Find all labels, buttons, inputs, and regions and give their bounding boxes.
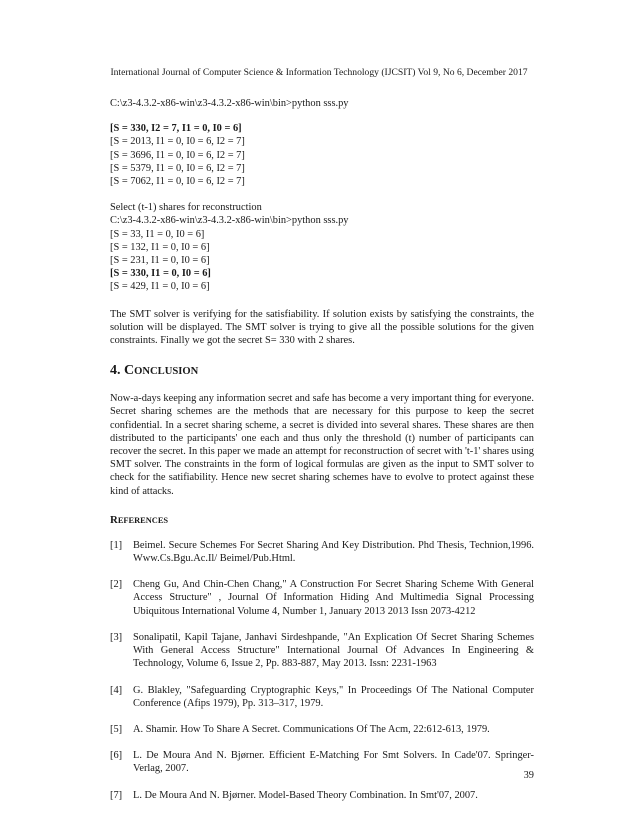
reference-text: A. Shamir. How To Share A Secret. Communications Of The Acm, 22:612-613, 1979. xyxy=(133,723,490,735)
reference-number: [2] xyxy=(110,579,123,591)
output-line: [S = 330, I2 = 7, I1 = 0, I0 = 6] xyxy=(110,123,242,135)
reference-number: [5] xyxy=(110,723,123,735)
reference-list xyxy=(110,539,534,802)
reference-item xyxy=(110,578,534,618)
reference-text: L. De Moura And N. Bjørner. Model-Based Theory Combination. In Smt'07, 2007. xyxy=(133,789,478,801)
reference-text: Beimel. Secure Schemes For Secret Sharing And Key Distribution. Phd Thesis, Technion,1996. Www.Cs.Bgu.Ac.Il/ Beimel/Pub.Html. xyxy=(133,539,534,565)
references-heading-rest: EFERENCES xyxy=(117,515,169,525)
reference-number: [3] xyxy=(110,631,123,643)
section-heading-rest: ONCLUSION xyxy=(134,366,199,378)
output-line: [S = 231, I1 = 0, I0 = 6] xyxy=(110,255,210,267)
output-line: [S = 5379, I1 = 0, I0 = 6, I2 = 7] xyxy=(110,162,245,174)
output-line: [S = 132, I1 = 0, I0 = 6] xyxy=(110,241,210,253)
output-line: [S = 429, I1 = 0, I0 = 6] xyxy=(110,281,210,293)
output-line: [S = 7062, I1 = 0, I0 = 6, I2 = 7] xyxy=(110,176,245,188)
solver-output-1 xyxy=(110,122,534,188)
output-line: [S = 3696, I1 = 0, I0 = 6, I2 = 7] xyxy=(110,149,245,161)
reference-text: Cheng Gu, And Chin-Chen Chang," A Construction For Secret Sharing Scheme With General Access Structure" , Journal Of Information Hiding And Multimedia Signal Processing Ubiquitous International Volume 4, Number 1, January 2013 2013 Issn 2073-4212 xyxy=(133,579,534,617)
select-shares-line: Select (t-1) shares for reconstruction xyxy=(110,202,262,214)
output-line: [S = 330, I1 = 0, I0 = 6] xyxy=(110,268,211,280)
section-heading-conclusion xyxy=(110,363,534,380)
command-line-2: C:\z3-4.3.2-x86-win\z3-4.3.2-x86-win\bin>python sss.py xyxy=(110,215,349,227)
reference-text: L. De Moura And N. Bjørner. Efficient E-Matching For Smt Solvers. In Cade'07. Springer-Verlag, 2007. xyxy=(133,750,534,775)
reference-item xyxy=(110,631,534,671)
references-heading xyxy=(110,514,534,527)
conclusion-text: Now-a-days keeping any information secret and safe has become a very important thing for everyone. Secret sharing schemes are the methods that are necessary for this purpose to keep the secret confidential. In a secret sharing scheme, a secret is divided into several shares. These shares are then distributed to the participants' one each and thus only the threshold (t) number of participants can recover the secret. In this paper we made an attempt for reconstruction of secret with 't-1' shares using SMT solver. The constraints in the form of logical formulas are given as the input to SMT solver to check for the satifiability. Hence new secret sharing schemes have to evolve to protect against these kind of attacks. xyxy=(110,393,534,497)
output-line: [S = 33, I1 = 0, I0 = 6] xyxy=(110,228,205,240)
reference-number: [1] xyxy=(110,539,123,551)
reference-item xyxy=(110,723,534,736)
reference-item xyxy=(110,789,534,802)
reference-number: [7] xyxy=(110,789,123,801)
page-number: 39 xyxy=(523,770,534,781)
reference-item xyxy=(110,539,534,565)
reference-number: [6] xyxy=(110,750,123,762)
reference-item xyxy=(110,749,534,775)
journal-header: International Journal of Computer Science & Information Technology (IJCSIT) Vol 9, No 6, December 2017 xyxy=(110,67,528,78)
solver-output-2 xyxy=(110,228,534,294)
command-line-1: C:\z3-4.3.2-x86-win\z3-4.3.2-x86-win\bin>python sss.py xyxy=(110,98,349,109)
section-number: 4. C xyxy=(110,363,135,379)
reference-text: G. Blakley, "Safeguarding Cryptographic Keys," In Proceedings Of The National Computer Conference (Afips 1979), Pp. 313–317, 1979. xyxy=(133,684,534,709)
page-body xyxy=(110,97,534,802)
output-line: [S = 2013, I1 = 0, I0 = 6, I2 = 7] xyxy=(110,136,245,148)
reference-text: Sonalipatil, Kapil Tajane, Janhavi Sirdeshpande, "An Explication Of Secret Sharing Schemes With General Access Structure" International Journal Of Advances In Engineering & Technology, Volume 6, Issue 2, Pp. 883-887, May 2013. Issn: 2231-1963 xyxy=(133,631,534,670)
reference-item xyxy=(110,684,534,710)
reference-number: [4] xyxy=(110,684,123,696)
references-heading-first: R xyxy=(110,513,118,526)
solver-explanation: The SMT solver is verifying for the satisfiability. If solution exists by satisfying the constraints, the solution will be displayed. The SMT solver is trying to give all the possible solutions for the given constraints. Finally we got the secret S= 330 with 2 shares. xyxy=(110,308,534,347)
